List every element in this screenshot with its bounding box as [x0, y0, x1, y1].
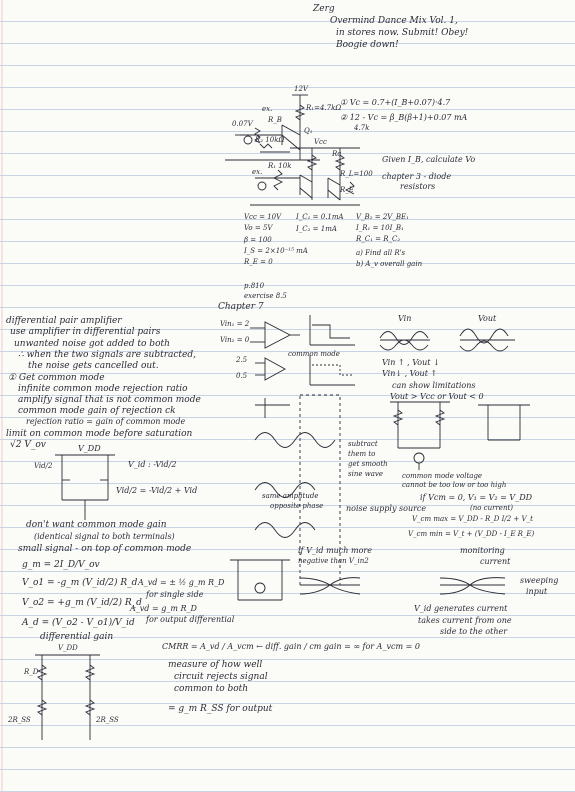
c2-is: I_S = 2×10⁻¹⁵ mA — [244, 247, 308, 255]
c2-rl: R_L=100 — [340, 170, 373, 178]
c1-rb2: R₂ 10kΩ — [255, 136, 285, 144]
dp-l2: unwanted noise got added to both — [14, 339, 170, 349]
c2-vo-val: Vo = 5V — [244, 224, 273, 232]
c1-eq2: ② 12 - Vc = β_B(β+1)+0.07 mA — [340, 113, 468, 122]
lo-monitoring: monitoring — [460, 546, 505, 555]
c2-find-b: b) A_v overall gain — [356, 260, 423, 268]
lo-gmrss: = g_m R_SS for output — [168, 704, 273, 714]
dp-l3: ∴ when the two signals are subtracted, — [18, 350, 196, 360]
dp-l11: √2 V_ov — [10, 440, 46, 450]
c2-given: Given I_B, calculate Vo — [382, 155, 476, 164]
mid-subtract: subtract — [348, 440, 378, 448]
mid-vcm-min: V_cm min = V_t + (V_DD - I_E R_E) — [408, 530, 535, 538]
lo-dontwant: don't want common mode gain — [26, 520, 167, 530]
c2-vcc: Vcc — [314, 138, 327, 146]
sig-vin: Vin — [398, 314, 412, 323]
lo-vo2: V_o2 = +g_m (V_id/2) R_d — [22, 598, 142, 608]
c2-vcc-val: Vcc = 10V — [244, 213, 282, 221]
dp-l8: common mode gain of rejection ck — [18, 406, 176, 416]
lo-side: side to the other — [440, 627, 508, 636]
lo-single: for single side — [146, 590, 204, 599]
lo-identical: (identical signal to both terminals) — [34, 532, 175, 541]
sig-vlim: Vout > Vcc or Vout < 0 — [390, 392, 484, 401]
c1-q1: Q₁ — [304, 127, 313, 135]
lo-measure: measure of how well — [168, 660, 263, 670]
ch7-exercise: exercise 8.5 — [244, 292, 287, 300]
header-line3: Boogie down! — [336, 40, 399, 50]
mid-vcm-max: V_cm max = V_DD - R_D I/2 + V_t — [412, 515, 533, 523]
ch7-title: Chapter 7 — [218, 302, 264, 312]
c2-re0: R_E = 0 — [244, 258, 273, 266]
c2-vb: V_B₂ = 2V_BE₁ — [356, 213, 409, 221]
mid-cannot: cannot be too low or too high — [402, 481, 507, 489]
mid-them: them to — [348, 450, 376, 458]
c1-supply: 12V — [294, 85, 308, 93]
header-line1: Overmind Dance Mix Vol. 1, — [330, 16, 458, 26]
c2-re: R_E — [340, 186, 354, 194]
c1-eq1: ① Vc = 0.7+(I_B+0.07)·4.7 — [340, 98, 451, 107]
lo-diffgain: differential gain — [40, 632, 114, 642]
dp-l4: the noise gets cancelled out. — [28, 361, 159, 371]
mid-vdd: V_DD — [78, 444, 101, 453]
c2-ic1: I_C₁ = 0.1mA — [296, 213, 344, 221]
sig-v05: 0.5 — [236, 372, 248, 380]
dp-l5: ① Get common mode — [8, 373, 105, 383]
c2-beta: β = 100 — [244, 236, 272, 244]
c1-ex: ex. — [262, 105, 273, 113]
c1-rtop: R₁=4.7kΩ — [306, 104, 342, 112]
mid-vid: Vid/2 — [34, 462, 53, 470]
lo-input: input — [526, 587, 548, 596]
lo-rss2: 2R_SS — [96, 716, 119, 724]
diffpair-drawing — [390, 402, 530, 470]
sig-vout: Vout — [478, 314, 497, 323]
lo-gm: g_m = 2I_D/V_ov — [22, 560, 100, 570]
mid-vid-eq: V_id : -Vid/2 — [128, 460, 177, 469]
c2-rc: Rc — [332, 150, 342, 158]
sig-vin1: Vin₁ = 2 — [220, 320, 250, 328]
lo-ad: A_d = (V_o2 - V_o1)/V_id — [22, 618, 135, 628]
c2-ex: ex. — [252, 168, 263, 176]
mid-smooth: get smooth — [348, 460, 388, 468]
c2-chapter: chapter 3 - diode — [382, 172, 452, 181]
mid-vid-eq2: Vid/2 = -Vid/2 + Vid — [116, 486, 198, 495]
c1-vbe: 0.07V — [232, 120, 253, 128]
lo-common-both: common to both — [174, 684, 249, 694]
lo-takes: takes current from one — [418, 616, 512, 625]
c2-rc2: R_C₁ = R_C₂ — [356, 235, 401, 243]
sig-vinup: Vin ↑ , Vout ↓ — [382, 358, 440, 367]
sig-vin2: Vin₂ = 0 — [220, 336, 250, 344]
c2-ic2: I_C₂ = 1mA — [296, 225, 337, 233]
lo-vo1: V_o1 = -g_m (V_id/2) R_d — [22, 578, 138, 588]
dp-title: differential pair amplifier — [6, 316, 122, 326]
mid-vcm0: if Vcm = 0, V₁ = V₂ = V_DD — [420, 493, 533, 502]
mid-opposite: opposite phase — [270, 502, 324, 510]
lo-circuit: circuit rejects signal — [174, 672, 268, 682]
c1-rb: R_B — [268, 116, 282, 124]
lo-negative: negative than V_in2 — [298, 557, 369, 565]
c2-find-a: a) Find all R's — [356, 249, 406, 257]
lo-rss1: 2R_SS — [8, 716, 31, 724]
sig-vind: Vin↓ , Vout ↑ — [382, 369, 438, 378]
header-name: Zerg — [313, 4, 335, 14]
header-line2: in stores now. Submit! Obey! — [336, 28, 469, 38]
sig-common: common mode — [288, 350, 340, 358]
mid-sine: sine wave — [348, 470, 383, 478]
mid-noise: noise supply source — [346, 504, 427, 513]
dp-l9: rejection ratio = gain of common mode — [26, 417, 186, 426]
mid-same: same amplitude — [262, 492, 319, 500]
lo-small: small signal - on top of common mode — [18, 544, 192, 554]
mid-nocur: (no current) — [470, 504, 513, 512]
c2-irs: I_R₁ = 10I_B₁ — [356, 224, 404, 232]
lo-ifvid: if V_id much more — [298, 546, 372, 555]
sig-v25: 2.5 — [236, 356, 248, 364]
dp-l10: limit on common mode before saturation — [6, 429, 193, 439]
dp-l6: infinite common mode rejection ratio — [18, 384, 188, 394]
c2-resistors: resistors — [400, 182, 436, 191]
dp-l7: amplify signal that is not common mode — [18, 395, 201, 405]
dp-l1: use amplifier in differential pairs — [10, 327, 161, 337]
lo-vdd2: V_DD — [58, 644, 78, 652]
lo-avd1: A_vd = ± ½ g_m R_D — [138, 578, 225, 587]
mos-pair-drawing — [55, 455, 115, 520]
lo-sweeping: sweeping — [520, 576, 559, 585]
lo-current: current — [480, 557, 511, 566]
lo-vid-gen: V_id generates current — [414, 604, 508, 613]
c1-eq2b: 4.7k — [354, 124, 370, 132]
lo-avd2: A_vd = g_m R_D — [130, 604, 197, 613]
ch7-page: p.810 — [244, 282, 265, 290]
lo-rd: R_D — [24, 668, 39, 676]
sig-limits: can show limitations — [392, 381, 476, 390]
lo-cmrr: CMRR = A_vd / A_vcm ← diff. gain / cm gain = ∞ for A_vcm = 0 — [162, 642, 420, 651]
mid-cm-voltage: common mode voltage — [402, 472, 483, 480]
c2-r1: R₁ 10k — [268, 162, 292, 170]
lo-output: for output differential — [146, 615, 235, 624]
